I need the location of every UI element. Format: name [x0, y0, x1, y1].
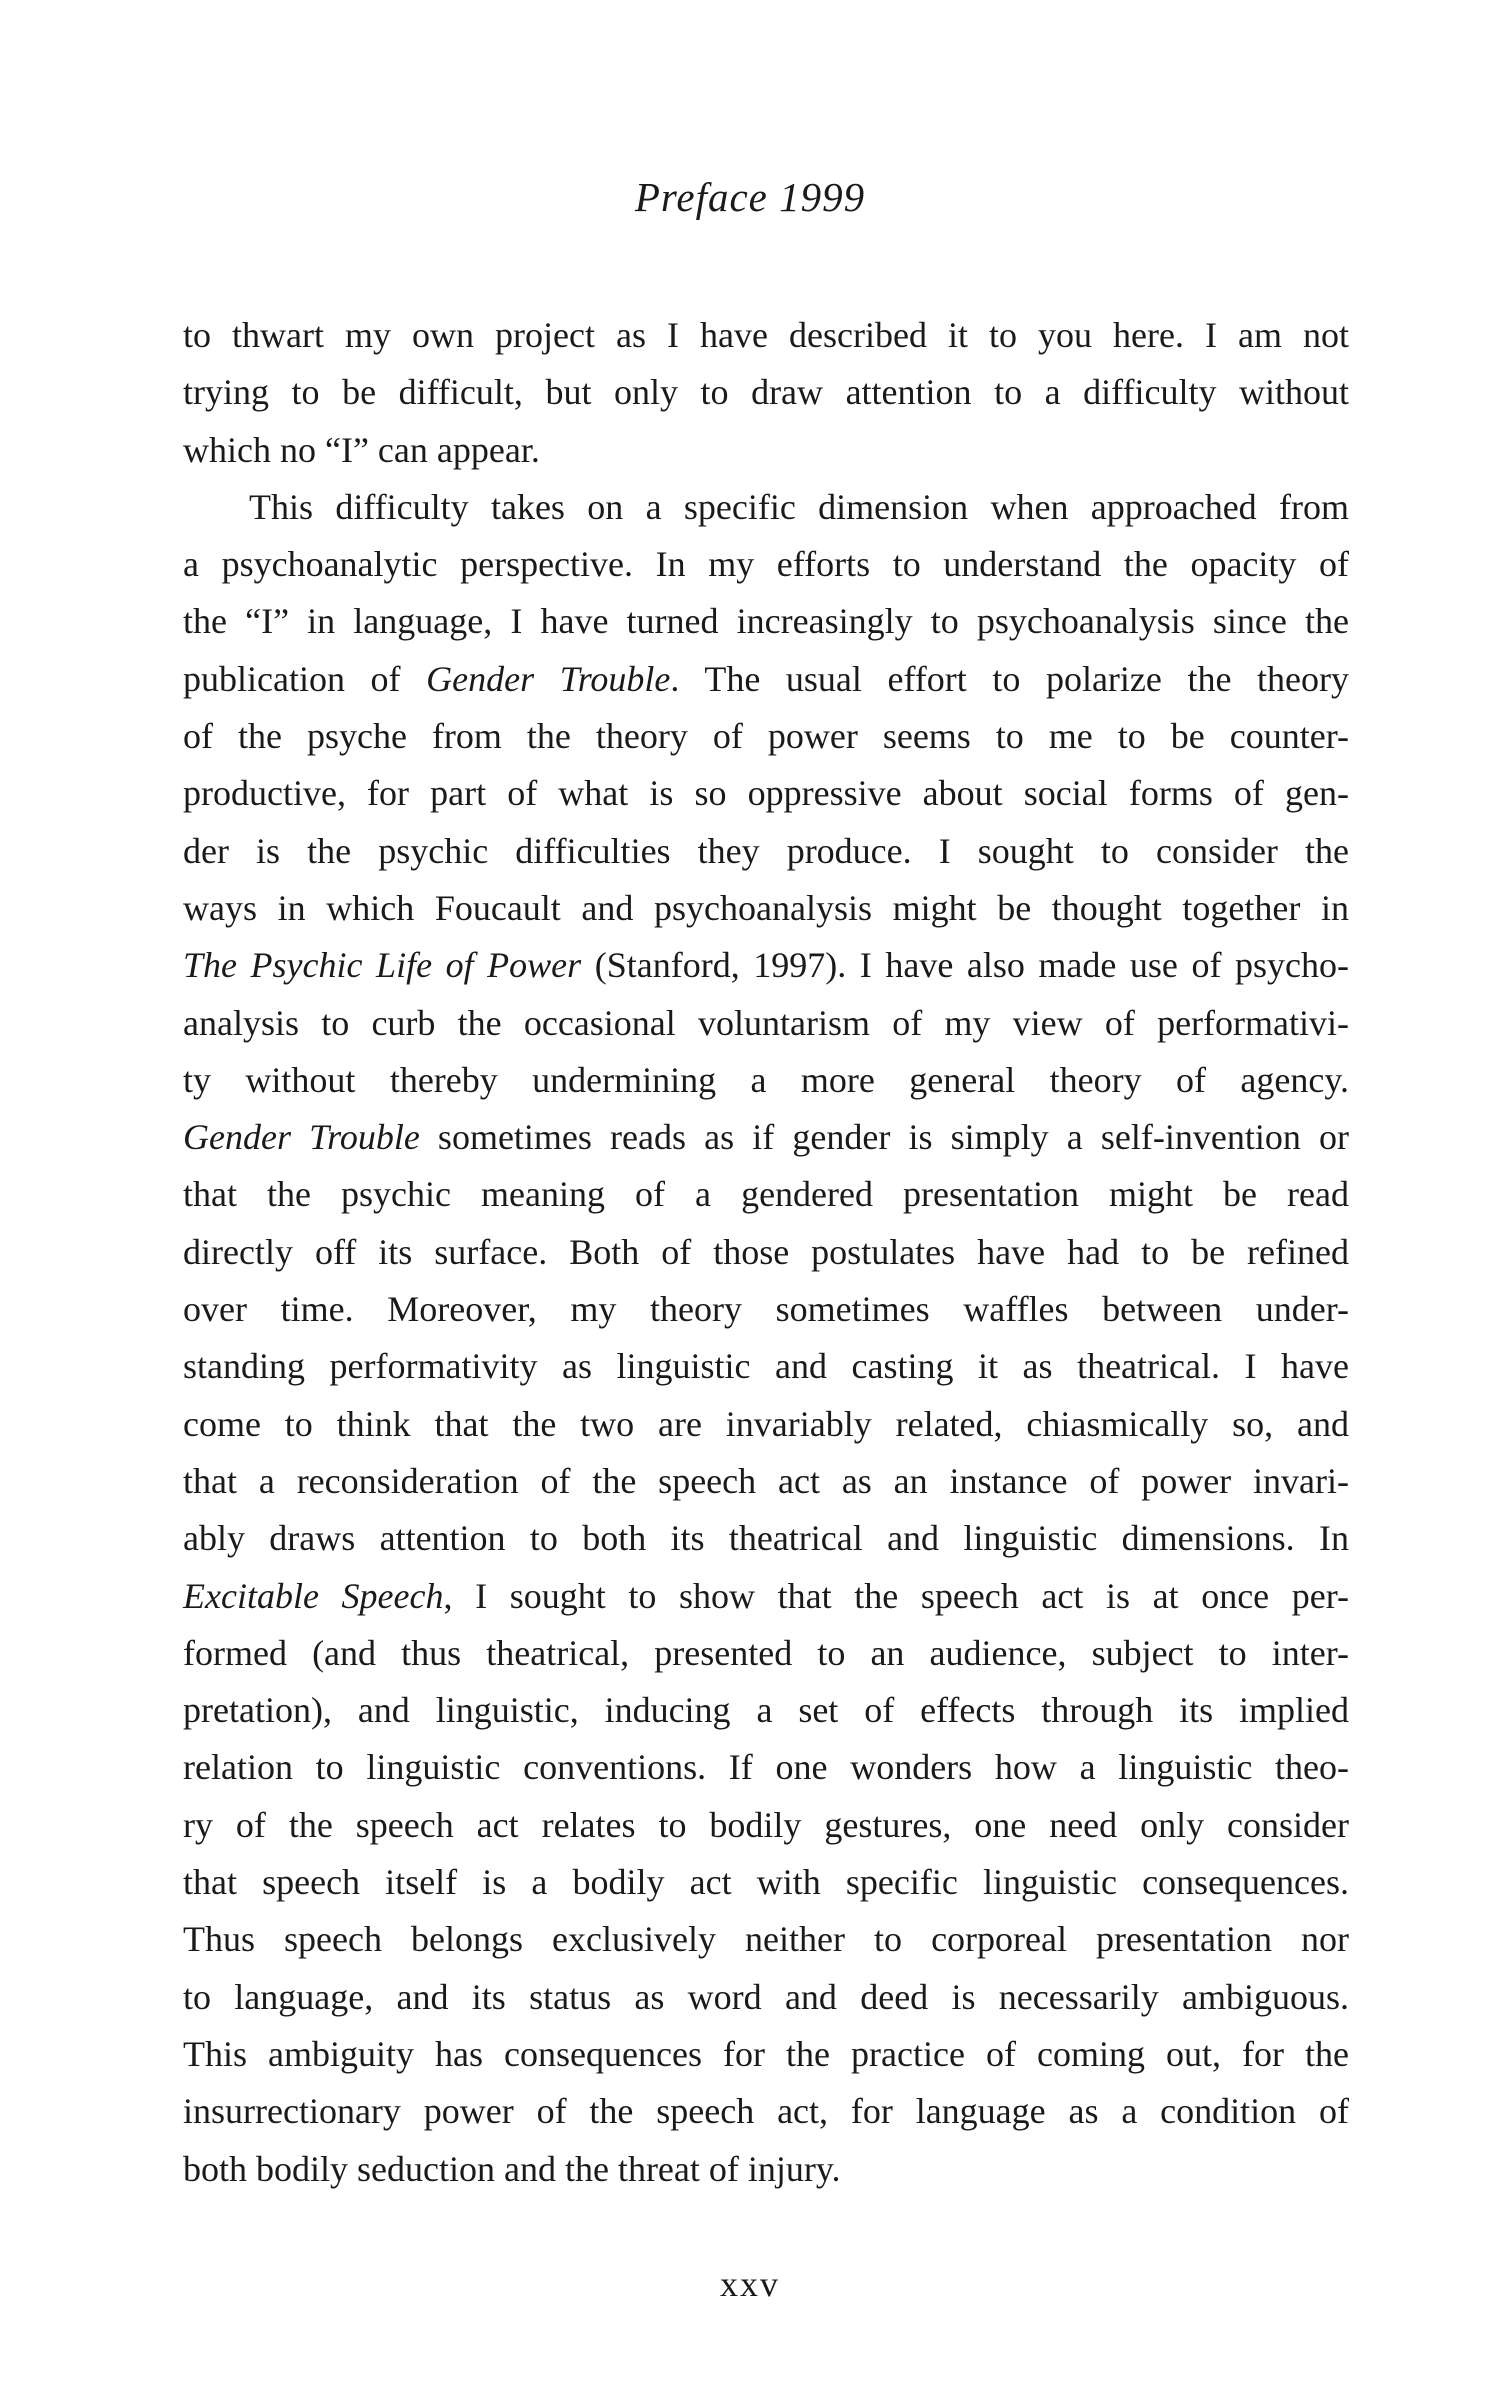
text-line [183, 1682, 1349, 1739]
text-line [183, 1854, 1349, 1911]
text-run: ably draws attention to both its theatrical and linguistic dimensions. In [183, 1518, 1349, 1559]
text-run: ry of the speech act relates to bodily gestures, one need only consider [183, 1804, 1349, 1845]
text-run: that the psychic meaning of a gendered presentation might be read [183, 1174, 1349, 1215]
text-run: both bodily seduction and the threat of injury. [183, 2148, 841, 2189]
text-run: formed (and thus theatrical, presented to an audience, subject to inter- [183, 1632, 1349, 1673]
page-number: xxv [720, 2264, 780, 2304]
text-line [183, 1625, 1349, 1682]
text-run: the “I” in language, I have turned increasingly to psychoanalysis since the [183, 601, 1349, 642]
running-head: Preface 1999 [634, 174, 866, 220]
text-line [183, 1052, 1349, 1109]
text-run: publication of [183, 658, 427, 699]
text-run: a psychoanalytic perspective. In my efforts to understand the opacity of [183, 544, 1349, 585]
text-run: pretation), and linguistic, inducing a set of effects through its implied [183, 1690, 1349, 1731]
text-line [183, 823, 1349, 880]
text-run: der is the psychic difficulties they produce. I sought to consider the [183, 830, 1349, 871]
text-line [183, 2026, 1349, 2083]
text-line [183, 1453, 1349, 1510]
text-line [183, 880, 1349, 937]
text-run: This difficulty takes on a specific dimension when approached from [249, 486, 1349, 527]
text-run: that speech itself is a bodily act with specific linguistic consequences. [183, 1862, 1349, 1903]
text-line [183, 765, 1349, 822]
text-line [183, 1109, 1349, 1166]
text-run: analysis to curb the occasional voluntarism of my view of performativi- [183, 1002, 1349, 1043]
text-run: sometimes reads as if gender is simply a self-invention or [419, 1117, 1349, 1158]
text-line [183, 536, 1349, 593]
text-run: insurrectionary power of the speech act, for language as a condition of [183, 2091, 1349, 2132]
text-run: come to think that the two are invariably related, chiasmically so, and [183, 1403, 1349, 1444]
text-run: productive, for part of what is so oppressive about social forms of gen- [183, 773, 1349, 814]
text-run: (Stanford, 1997). I have also made use of psycho- [581, 945, 1349, 986]
text-line [183, 307, 1349, 364]
text-line [183, 1396, 1349, 1453]
text-line [183, 1510, 1349, 1567]
text-line [183, 1568, 1349, 1625]
text-line [183, 1739, 1349, 1796]
text-line [183, 593, 1349, 650]
text-line [183, 1166, 1349, 1223]
text-line [183, 1911, 1349, 1968]
text-run: over time. Moreover, my theory sometimes waffles between under- [183, 1289, 1349, 1330]
text-line [183, 422, 1349, 479]
text-line [183, 1281, 1349, 1338]
text-run: which no “I” can appear. [183, 429, 540, 470]
text-run: relation to linguistic conventions. If one wonders how a linguistic theo- [183, 1747, 1349, 1788]
text-run: . The usual effort to polarize the theory [670, 658, 1350, 699]
text-line [183, 2083, 1349, 2140]
text-run: to thwart my own project as I have described it to you here. I am not [183, 315, 1349, 355]
text-run: , I sought to show that the speech act is at once per- [443, 1575, 1350, 1616]
body-text [183, 307, 1349, 2198]
text-run: trying to be difficult, but only to draw attention to a difficulty without [183, 372, 1349, 413]
text-run: directly off its surface. Both of those postulates have had to be refined [183, 1231, 1349, 1272]
text-line [183, 1969, 1349, 2026]
text-run: ty without thereby undermining a more general theory of agency. [183, 1059, 1349, 1100]
text-run: Thus speech belongs exclusively neither to corporeal presentation nor [183, 1919, 1349, 1960]
text-line [183, 1338, 1349, 1395]
text-run: standing performativity as linguistic and casting it as theatrical. I have [183, 1346, 1349, 1387]
text-run: ways in which Foucault and psychoanalysis might be thought together in [183, 887, 1349, 928]
italic-title: Gender Trouble [426, 658, 671, 699]
text-line [183, 651, 1349, 708]
text-line [183, 708, 1349, 765]
text-line [183, 479, 1349, 536]
text-run: of the psyche from the theory of power seems to me to be counter- [183, 716, 1349, 757]
text-run: that a reconsideration of the speech act as an instance of power invari- [183, 1460, 1349, 1501]
text-line [183, 2141, 1349, 2198]
text-line [183, 1797, 1349, 1854]
text-line [183, 1224, 1349, 1281]
text-line [183, 995, 1349, 1052]
italic-title: The Psychic Life of Power [183, 945, 582, 986]
text-run: This ambiguity has consequences for the practice of coming out, for the [183, 2033, 1349, 2074]
text-line [183, 937, 1349, 994]
text-run: to language, and its status as word and deed is necessarily ambiguous. [183, 1976, 1349, 2017]
italic-title: Gender Trouble [183, 1117, 420, 1158]
italic-title: Excitable Speech [183, 1575, 444, 1616]
text-line [183, 364, 1349, 421]
